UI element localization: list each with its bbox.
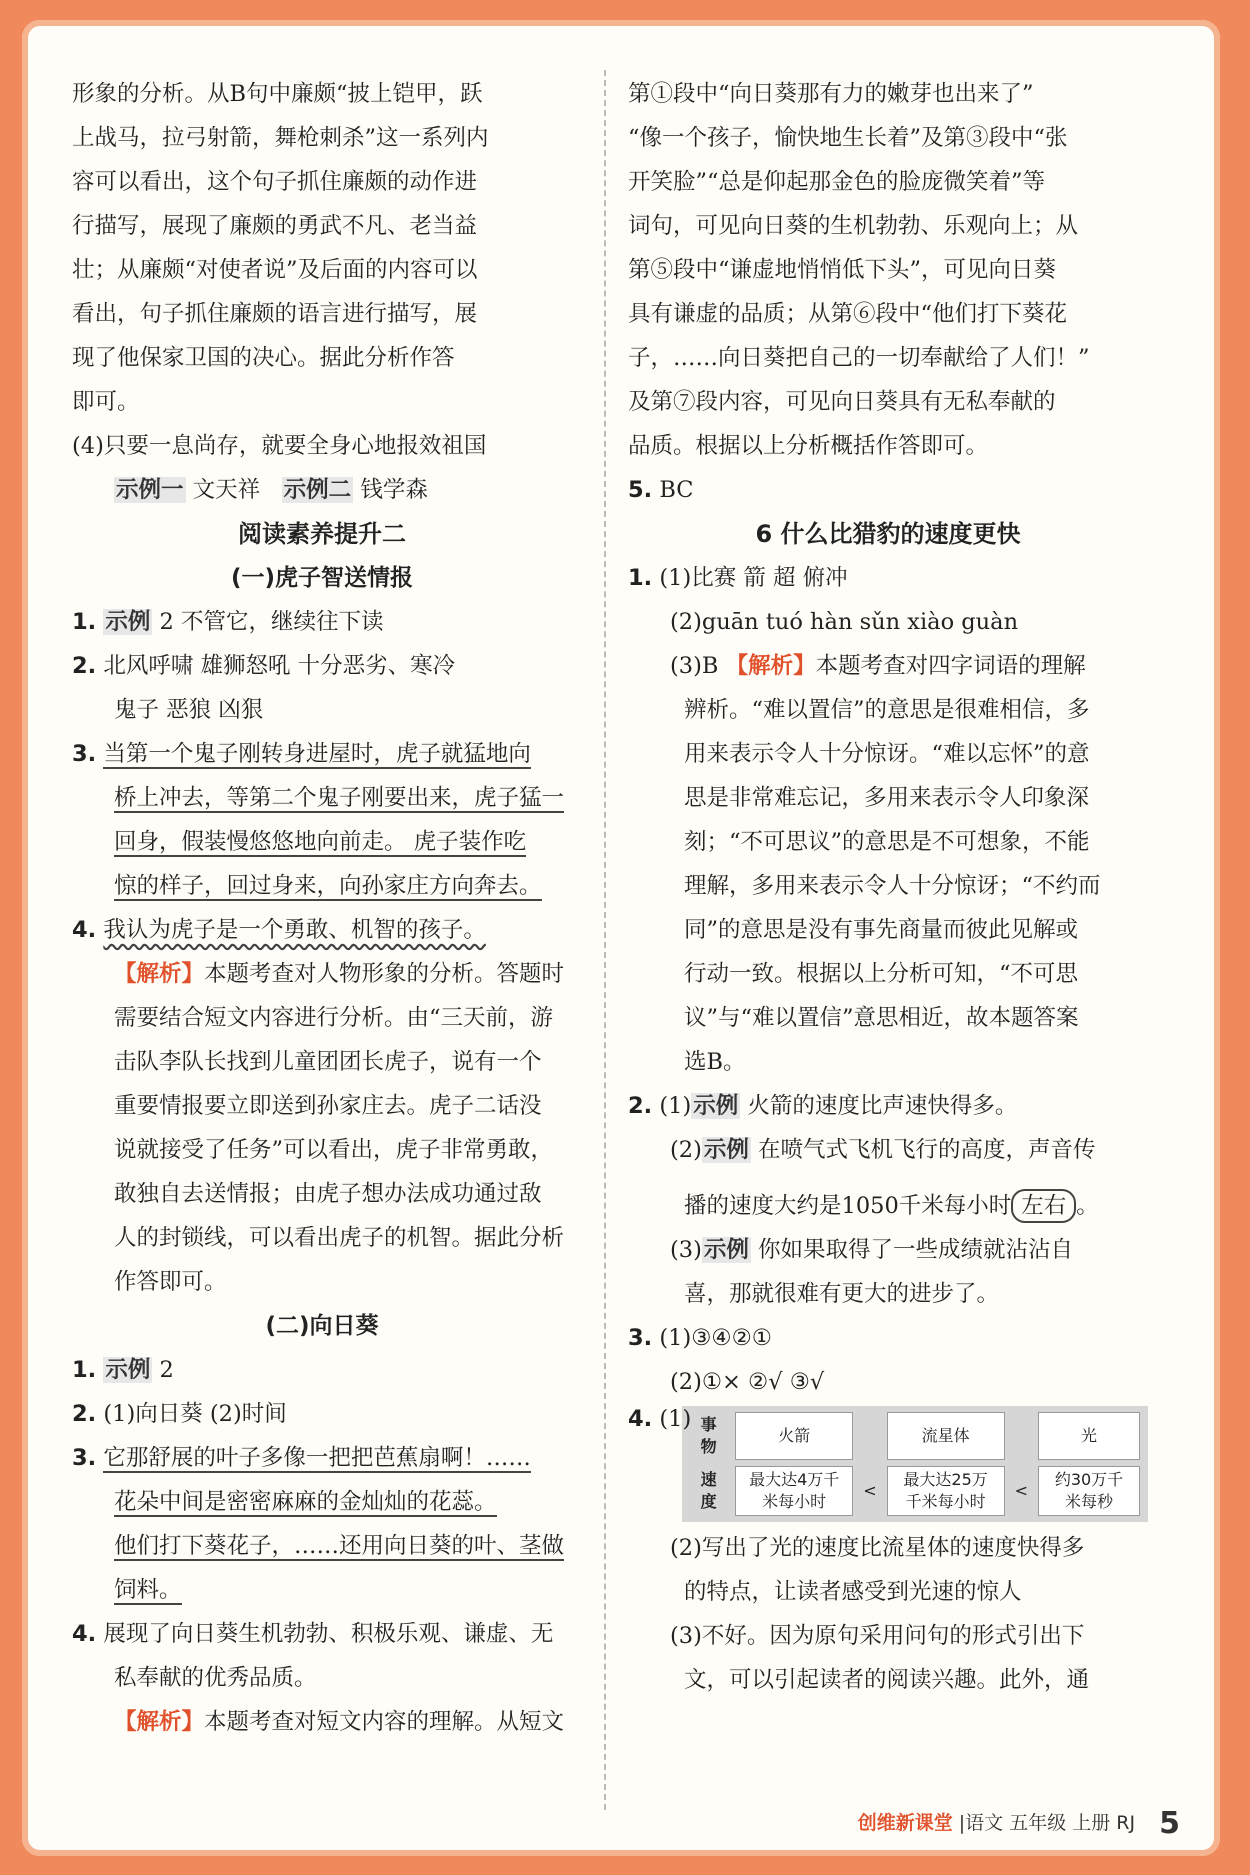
question-number: 3. bbox=[72, 1445, 97, 1471]
analysis-text: 本题考查对人物形象的分析。答题时 bbox=[204, 961, 565, 987]
answer-1 bbox=[72, 600, 572, 644]
table-cell: 约30万千米每秒 bbox=[1038, 1466, 1140, 1516]
text-line: 词句，可见向日葵的生机勃勃、乐观向上；从 bbox=[628, 213, 1079, 239]
answer-text: BC bbox=[659, 477, 694, 503]
analysis-text: 本题考查对短文内容的理解。从短文 bbox=[204, 1709, 565, 1735]
text-line: 上战马，拉弓射箭，舞枪刺杀”这一系列内 bbox=[72, 125, 489, 151]
analysis-text: 说就接受了任务”可以看出，虎子非常勇敢， bbox=[114, 1137, 554, 1163]
text-line: 品质。根据以上分析概括作答即可。 bbox=[628, 433, 989, 459]
column-divider bbox=[604, 70, 606, 1810]
analysis-text: 作答即可。 bbox=[114, 1269, 227, 1295]
answer-b2 bbox=[72, 1392, 572, 1436]
underlined-text: 花朵中间是密密麻麻的金灿灿的花蕊。 bbox=[114, 1489, 497, 1515]
text-line: 及第⑦段内容，可见向日葵具有无私奉献的 bbox=[628, 389, 1056, 415]
spacer bbox=[1013, 1412, 1030, 1460]
page-footer bbox=[858, 1806, 1180, 1841]
analysis bbox=[72, 1700, 572, 1744]
example-label: 示例一 bbox=[116, 477, 184, 503]
table-header: 速度 bbox=[690, 1466, 727, 1516]
answer-3 bbox=[72, 732, 572, 776]
example-value: 钱学森 bbox=[360, 477, 428, 503]
answer-text: (3)B bbox=[670, 653, 719, 679]
answer-text: 文，可以引起读者的阅读兴趣。此外，通 bbox=[684, 1667, 1090, 1693]
analysis-text: 重要情报要立即送到孙家庄去。虎子二话没 bbox=[114, 1093, 542, 1119]
analysis-text: 刻；“不可思议”的意思是不可想象，不能 bbox=[684, 829, 1090, 855]
text-line: 形象的分析。从B句中廉颇“披上铠甲，跃 bbox=[72, 81, 483, 107]
answer-text: (1) bbox=[659, 1093, 692, 1119]
answer-text: 2 不管它，继续往下读 bbox=[159, 609, 384, 635]
answer-b1 bbox=[72, 1348, 572, 1392]
brand-name: 创维新课堂 bbox=[857, 1812, 953, 1834]
analysis-text: 敢独自去送情报；由虎子想办法成功通过敌 bbox=[114, 1181, 542, 1207]
answer-text-line bbox=[72, 1480, 572, 1524]
spacer bbox=[861, 1412, 878, 1460]
text-line: 容可以看出，这个句子抓住廉颇的动作进 bbox=[72, 169, 478, 195]
answer-text-line bbox=[72, 864, 572, 908]
answer-2 bbox=[72, 644, 572, 688]
example-label: 示例 bbox=[105, 609, 151, 635]
speed-table bbox=[682, 1406, 1148, 1522]
answer-text: (3)不好。因为原句采用问句的形式引出下 bbox=[670, 1623, 1085, 1649]
table-cell: 最大达4万千米每小时 bbox=[735, 1466, 853, 1516]
underlined-text: 桥上冲去，等第二个鬼子刚要出来，虎子猛一 bbox=[114, 785, 565, 811]
answer-text-line bbox=[72, 1524, 572, 1568]
example-label: 示例 bbox=[693, 1093, 739, 1119]
less-than-sign: < bbox=[861, 1466, 878, 1516]
underlined-text: 当第一个鬼子刚转身进屋时，虎子就猛地向 bbox=[103, 741, 531, 767]
question-number: 2. bbox=[72, 653, 97, 679]
question-number: 2. bbox=[628, 1093, 653, 1119]
analysis-text: 本题考查对四字词语的理解 bbox=[815, 653, 1086, 679]
answer-text: 在喷气式飞机飞行的高度，声音传 bbox=[758, 1137, 1096, 1163]
answer-text: 我认为虎子是一个勇敢、机智的孩子。 bbox=[103, 917, 486, 943]
example-value: 文天祥 bbox=[192, 477, 261, 503]
book-info: |语文 五年级 上册 RJ bbox=[958, 1812, 1136, 1834]
analysis-text: 击队李队长找到儿童团团长虎子，说有一个 bbox=[114, 1049, 542, 1075]
analysis-text: 思是非常难忘记，多用来表示令人印象深 bbox=[684, 785, 1090, 811]
analysis-label: 【解析】 bbox=[114, 961, 205, 987]
answer-q4: (4)只要一息尚存，就要全身心地报效祖国 bbox=[72, 433, 487, 459]
question-number: 2. bbox=[72, 1401, 97, 1427]
question-number: 4. bbox=[628, 1406, 653, 1432]
subsection-title: (二)向日葵 bbox=[265, 1313, 379, 1339]
text-line: 第⑤段中“谦虚地悄悄低下头”，可见向日葵 bbox=[628, 257, 1057, 283]
text-line: 开笑脸”“总是仰起那金色的脸庞微笑着”等 bbox=[628, 169, 1046, 195]
right-column bbox=[628, 72, 1148, 1702]
analysis-text: 辨析。“难以置信”的意思是很难相信，多 bbox=[684, 697, 1090, 723]
analysis-text: 同”的意思是没有事先商量而彼此见解或 bbox=[684, 917, 1079, 943]
analysis-text: 行动一致。根据以上分析可知，“不可思 bbox=[684, 961, 1079, 987]
answer-text: 。 bbox=[1076, 1193, 1099, 1219]
question-number: 3. bbox=[72, 741, 97, 767]
answer-text: 播的速度大约是1050千米每小时 bbox=[684, 1193, 1012, 1219]
answer-q5 bbox=[628, 468, 1148, 512]
underlined-text: 惊的样子，回过身来，向孙家庄方向奔去。 bbox=[114, 873, 542, 899]
text-line: “像一个孩子，愉快地生长着”及第③段中“张 bbox=[628, 125, 1068, 151]
answer-text: (1) bbox=[659, 1406, 692, 1432]
answer-text-line bbox=[72, 776, 572, 820]
text-line: 子，……向日葵把自己的一切奉献给了人们！” bbox=[628, 345, 1090, 371]
left-column bbox=[72, 72, 572, 1744]
analysis-label: 【解析】 bbox=[114, 1709, 205, 1735]
question-number: 4. bbox=[72, 1621, 97, 1647]
text-line: 即可。 bbox=[72, 389, 140, 415]
example-label: 示例 bbox=[703, 1237, 749, 1263]
pinyin-answer: (2)guān tuó hàn sǔn xiào guàn bbox=[670, 609, 1019, 635]
answer-text: (1)向日葵 (2)时间 bbox=[103, 1401, 287, 1427]
question-number: 5. bbox=[628, 477, 653, 503]
underlined-text: 回身，假装慢悠悠地向前走。 虎子装作吃 bbox=[114, 829, 527, 855]
analysis-text: 人的封锁线，可以看出虎子的机智。据此分析 bbox=[114, 1225, 565, 1251]
answer-text: 火箭的速度比声速快得多。 bbox=[747, 1093, 1018, 1119]
circled-word: 左右 bbox=[1011, 1189, 1076, 1223]
example-label: 示例 bbox=[703, 1137, 749, 1163]
answer-text-line bbox=[72, 820, 572, 864]
table-cell: 光 bbox=[1038, 1412, 1140, 1460]
analysis-text: 需要结合短文内容进行分析。由“三天前，游 bbox=[114, 1005, 554, 1031]
answer-text: (1)比赛 箭 超 俯冲 bbox=[659, 565, 848, 591]
answer-text: 喜，那就很难有更大的进步了。 bbox=[684, 1281, 1000, 1307]
answer-b4 bbox=[72, 1612, 572, 1656]
answer-text: 的特点，让读者感受到光速的惊人 bbox=[684, 1579, 1022, 1605]
lesson-title: 6 什么比猎豹的速度更快 bbox=[755, 520, 1021, 548]
answer-text: 鬼子 恶狼 凶狠 bbox=[114, 697, 264, 723]
answer-text: (1)③④②① bbox=[659, 1325, 772, 1351]
answer-text-line bbox=[72, 1568, 572, 1612]
text-line: 壮；从廉颇“对使者说”及后面的内容可以 bbox=[72, 257, 478, 283]
underlined-text: 它那舒展的叶子多像一把把芭蕉扇啊！…… bbox=[103, 1445, 531, 1471]
table-cell: 流星体 bbox=[887, 1412, 1005, 1460]
example-label: 示例 bbox=[105, 1357, 151, 1383]
table-header: 事物 bbox=[690, 1412, 727, 1460]
answer-text: 你如果取得了一些成绩就沾沾自 bbox=[758, 1237, 1074, 1263]
answer-c2-3 bbox=[628, 1228, 1148, 1272]
answer-b3 bbox=[72, 1436, 572, 1480]
subsection-title: (一)虎子智送情报 bbox=[230, 565, 414, 591]
analysis-text: 用来表示令人十分惊讶。“难以忘怀”的意 bbox=[684, 741, 1090, 767]
answer-c2-2 bbox=[628, 1128, 1148, 1172]
analysis-text: 理解，多用来表示令人十分惊讶；“不约而 bbox=[684, 873, 1101, 899]
analysis-label: 【解析】 bbox=[725, 653, 816, 679]
answer-text: (3) bbox=[670, 1237, 702, 1263]
question-number: 1. bbox=[628, 565, 653, 591]
answer-c1 bbox=[628, 556, 1148, 600]
less-than-sign: < bbox=[1013, 1466, 1030, 1516]
section-title: 阅读素养提升二 bbox=[238, 520, 406, 548]
question-number: 1. bbox=[72, 1357, 97, 1383]
analysis-text: 议”与“难以置信”意思相近，故本题答案 bbox=[684, 1005, 1079, 1031]
answer-text: 北风呼啸 雄狮怒吼 十分恶劣、寒冷 bbox=[103, 653, 456, 679]
answer-text: 展现了向日葵生机勃勃、积极乐观、谦虚、无 bbox=[103, 1621, 554, 1647]
text-line: 具有谦虚的品质；从第⑥段中“他们打下葵花 bbox=[628, 301, 1068, 327]
text-line: 第①段中“向日葵那有力的嫩芽也出来了” bbox=[628, 81, 1034, 107]
question-number: 4. bbox=[72, 917, 97, 943]
answer-text: 私奉献的优秀品质。 bbox=[114, 1665, 317, 1691]
underlined-text: 饲料。 bbox=[114, 1577, 182, 1603]
table-cell: 火箭 bbox=[735, 1412, 853, 1460]
answer-text: 2 bbox=[159, 1357, 174, 1383]
answer-c2-2-cont bbox=[628, 1184, 1148, 1228]
answer-c3 bbox=[628, 1316, 1148, 1360]
examples bbox=[72, 468, 572, 512]
underlined-text: 他们打下葵花子，……还用向日葵的叶、茎做 bbox=[114, 1533, 565, 1559]
answer-text: (2)①× ②√ ③√ bbox=[670, 1369, 825, 1395]
answer-4 bbox=[72, 908, 572, 952]
question-number: 1. bbox=[72, 609, 97, 635]
page-number: 5 bbox=[1159, 1806, 1180, 1841]
analysis-text: 选B。 bbox=[684, 1049, 746, 1075]
answer-text: (2) bbox=[670, 1137, 702, 1163]
answer-c1-3 bbox=[628, 644, 1148, 688]
example-label: 示例二 bbox=[283, 477, 352, 503]
text-line: 看出，句子抓住廉颇的语言进行描写，展 bbox=[72, 301, 478, 327]
text-line: 现了他保家卫国的决心。据此分析作答 bbox=[72, 345, 455, 371]
text-line: 行描写，展现了廉颇的勇武不凡、老当益 bbox=[72, 213, 478, 239]
analysis bbox=[72, 952, 572, 996]
answer-text: (2)写出了光的速度比流星体的速度快得多 bbox=[670, 1535, 1085, 1561]
question-number: 3. bbox=[628, 1325, 653, 1351]
answer-c2 bbox=[628, 1084, 1148, 1128]
table-cell: 最大达25万千米每小时 bbox=[887, 1466, 1005, 1516]
